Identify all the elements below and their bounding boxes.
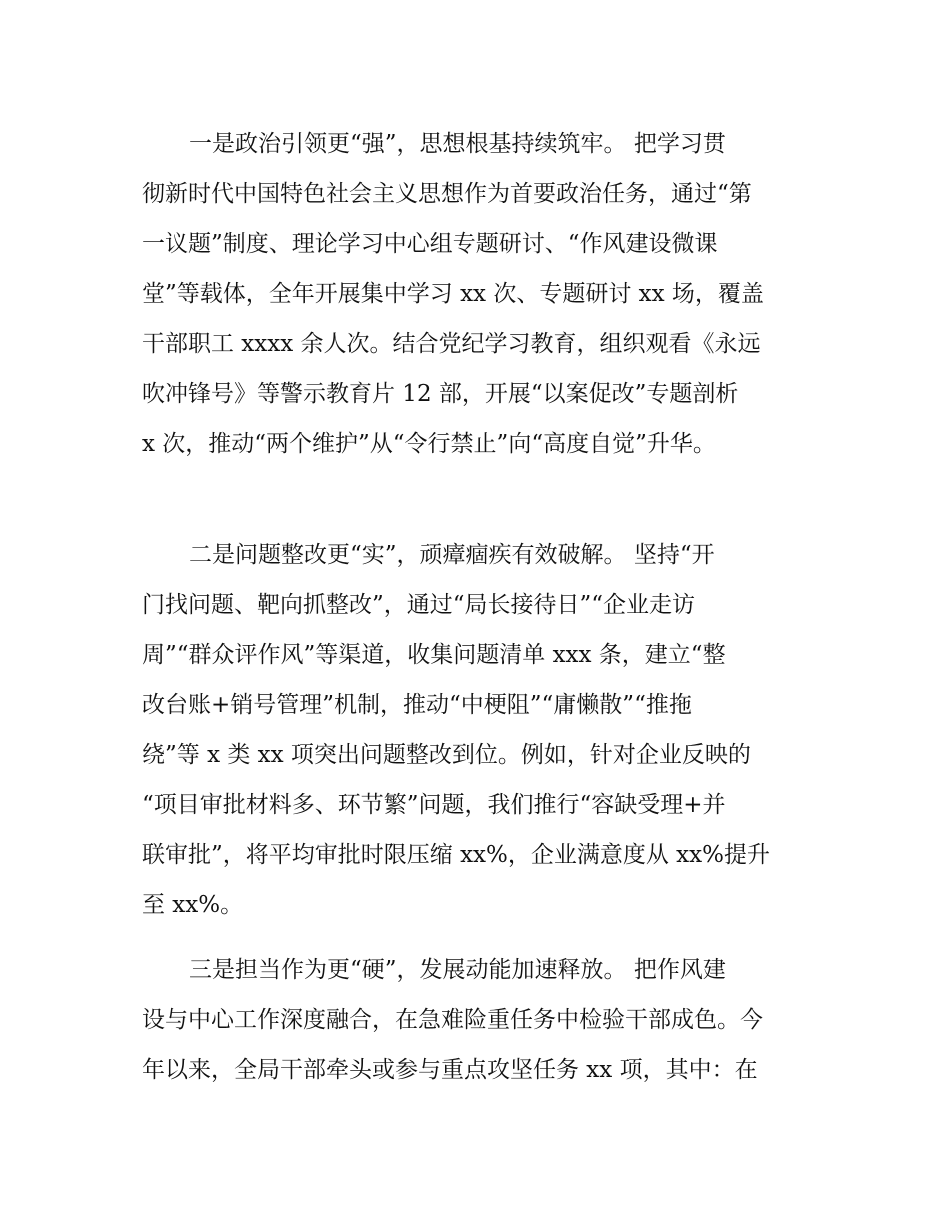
paragraph-2-line-1: 二是问题整改更“实”，顽瘴痼疾有效破解。 坚持“开 xyxy=(189,542,715,568)
paragraph-1-line-7: x 次，推动“两个维护”从“令行禁止”向“高度自觉”升华。 xyxy=(142,431,716,457)
paragraph-2-line-5: 绕”等 x 类 xx 项突出问题整改到位。例如，针对企业反映的 xyxy=(142,742,751,768)
paragraph-1-line-4: 堂”等载体，全年开展集中学习 xx 次、专题研讨 xx 场，覆盖 xyxy=(142,281,764,307)
paragraph-1-line-2: 彻新时代中国特色社会主义思想作为首要政治任务，通过“第 xyxy=(142,181,752,207)
paragraph-2-line-6: “项目审批材料多、环节繁”问题，我们推行“容缺受理+并 xyxy=(142,792,726,818)
paragraph-1-line-3: 一议题”制度、理论学习中心组专题研讨、“作风建设微课 xyxy=(142,231,718,257)
paragraph-1-line-1: 一是政治引领更“强”，思想根基持续筑牢。 把学习贯 xyxy=(189,131,726,157)
paragraph-3-line-2: 设与中心工作深度融合，在急难险重任务中检验干部成色。今 xyxy=(142,1007,763,1033)
paragraph-3-line-1: 三是担当作为更“硬”，发展动能加速释放。 把作风建 xyxy=(189,957,726,983)
paragraph-3-line-3: 年以来，全局干部牵头或参与重点攻坚任务 xx 项，其中：在 xyxy=(142,1057,758,1083)
paragraph-2-line-2: 门找问题、靶向抓整改”，通过“局长接待日”“企业走访 xyxy=(142,592,696,618)
paragraph-1-line-6: 吹冲锋号》等警示教育片 12 部，开展“以案促改”专题剖析 xyxy=(142,381,739,407)
paragraph-1-line-5: 干部职工 xxxx 余人次。结合党纪学习教育，组织观看《永远 xyxy=(142,331,761,357)
paragraph-2-line-3: 周”“群众评作风”等渠道，收集问题清单 xxx 条，建立“整 xyxy=(142,642,726,668)
paragraph-2-line-7: 联审批”，将平均审批时限压缩 xx%，企业满意度从 xx%提升 xyxy=(142,842,770,868)
paragraph-2-line-8: 至 xx%。 xyxy=(142,892,244,918)
paragraph-2-line-4: 改台账+销号管理”机制，推动“中梗阻”“庸懒散”“推拖 xyxy=(142,692,692,718)
